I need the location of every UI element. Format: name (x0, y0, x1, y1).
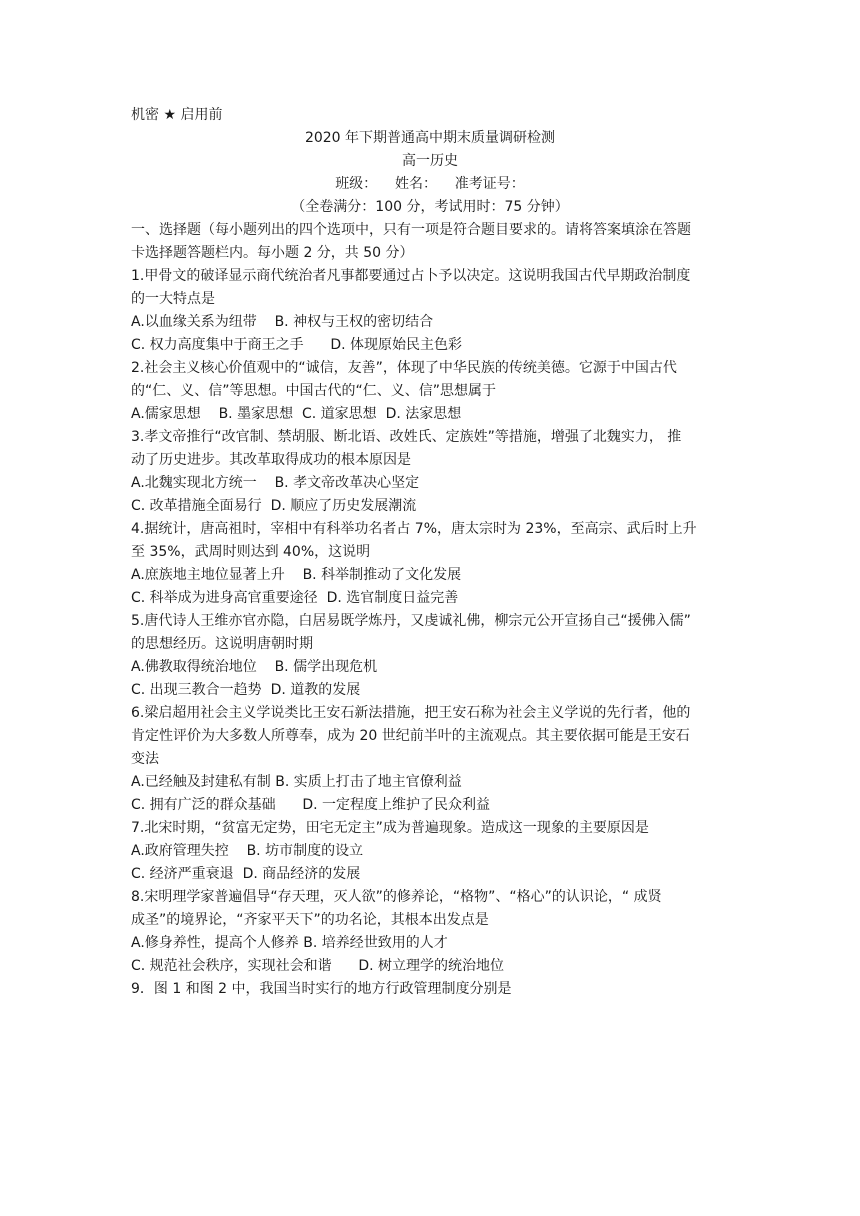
subject-title: 高一历史 (402, 153, 458, 169)
question-4-options-line-2: C. 科举成为进身高官重要途径 D. 选官制度日益完善 (131, 590, 459, 606)
question-6-stem-line-3: 变法 (131, 751, 159, 767)
secret-mark: 机密 ★ 启用前 (131, 107, 223, 123)
question-4-stem-line-2: 至 35%，武周时则达到 40%，这说明 (131, 544, 371, 560)
question-7-options-line-1: A.政府管理失控 B. 坊市制度的设立 (131, 843, 364, 859)
exam-title: 2020 年下期普通高中期末质量调研检测 (304, 130, 556, 146)
question-5-options-line-2: C. 出现三教合一趋势 D. 道教的发展 (131, 682, 361, 698)
question-1-options-line-1: A.以血缘关系为纽带 B. 神权与王权的密切结合 (131, 314, 434, 330)
student-info-fields: 班级： 姓名： 准考证号： (335, 176, 525, 192)
question-5-options-line-1: A.佛教取得统治地位 B. 儒学出现危机 (131, 659, 378, 675)
question-6-options-line-2: C. 拥有广泛的群众基础 D. 一定程度上维护了民众利益 (131, 797, 491, 813)
question-5-stem-line-2: 的思想经历。这说明唐朝时期 (131, 636, 313, 652)
question-8-stem-line-1: 8.宋明理学家普遍倡导“存天理，灭人欲”的修养论，“格物”、“格心”的认识论，“ 成贤 (131, 889, 662, 905)
question-4-options-line-1: A.庶族地主地位显著上升 B. 科举制推动了文化发展 (131, 567, 462, 583)
question-8-options-line-1: A.修身养性，提高个人修养 B. 培养经世致用的人才 (131, 935, 448, 951)
question-8-options-line-2: C. 规范社会秩序，实现社会和谐 D. 树立理学的统治地位 (131, 958, 505, 974)
question-2-stem-line-1: 2.社会主义核心价值观中的“诚信，友善”，体现了中华民族的传统美德。它源于中国古代 (131, 360, 677, 376)
question-7-stem-line-1: 7.北宋时期，“贫富无定势，田宅无定主”成为普遍现象。造成这一现象的主要原因是 (131, 820, 649, 836)
question-3-options-line-2: C. 改革措施全面易行 D. 顺应了历史发展潮流 (131, 498, 417, 514)
question-3-stem-line-1: 3.孝文帝推行“改官制、禁胡服、断北语、改姓氏、定族姓”等措施，增强了北魏实力， 推 (131, 429, 682, 445)
question-3-stem-line-2: 动了历史进步。其改革取得成功的根本原因是 (131, 452, 411, 468)
question-8-stem-line-2: 成圣”的境界论，“齐家平天下”的功名论，其根本出发点是 (131, 912, 489, 928)
question-2-stem-line-2: 的“仁、义、信”等思想。中国古代的“仁、义、信”思想属于 (131, 383, 497, 399)
score-time-note: （全卷满分：100 分，考试用时：75 分钟） (291, 199, 569, 215)
question-9-stem-line-1: 9．图 1 和图 2 中，我国当时实行的地方行政管理制度分别是 (131, 981, 512, 997)
question-3-options-line-1: A.北魏实现北方统一 B. 孝文帝改革决心坚定 (131, 475, 420, 491)
question-4-stem-line-1: 4.据统计，唐高祖时，宰相中有科举功名者占 7%，唐太宗时为 23%，至高宗、武后时上升 (131, 521, 697, 537)
question-7-options-line-2: C. 经济严重衰退 D. 商品经济的发展 (131, 866, 361, 882)
question-6-options-line-1: A.已经触及封建私有制 B. 实质上打击了地主官僚利益 (131, 774, 462, 790)
question-6-stem-line-1: 6.梁启超用社会主义学说类比王安石新法措施，把王安石称为社会主义学说的先行者，他的 (131, 705, 691, 721)
section-instructions-line-2: 卡选择题答题栏内。每小题 2 分，共 50 分） (131, 245, 414, 261)
question-6-stem-line-2: 肯定性评价为大多数人所尊奉，成为 20 世纪前半叶的主流观点。其主要依据可能是王安石 (131, 728, 690, 744)
question-1-stem-line-1: 1.甲骨文的破译显示商代统治者凡事都要通过占卜予以决定。这说明我国古代早期政治制度 (131, 268, 691, 284)
question-1-options-line-2: C. 权力高度集中于商王之手 D. 体现原始民主色彩 (131, 337, 463, 353)
question-5-stem-line-1: 5.唐代诗人王维亦官亦隐，白居易既学炼丹，又虔诚礼佛，柳宗元公开宣扬自己“援佛入儒” (131, 613, 691, 629)
question-2-options-line-1: A.儒家思想 B. 墨家思想 C. 道家思想 D. 法家思想 (131, 406, 462, 422)
section-instructions-line-1: 一、选择题（每小题列出的四个选项中，只有一项是符合题目要求的。请将答案填涂在答题 (131, 222, 691, 238)
question-1-stem-line-2: 的一大特点是 (131, 291, 215, 307)
